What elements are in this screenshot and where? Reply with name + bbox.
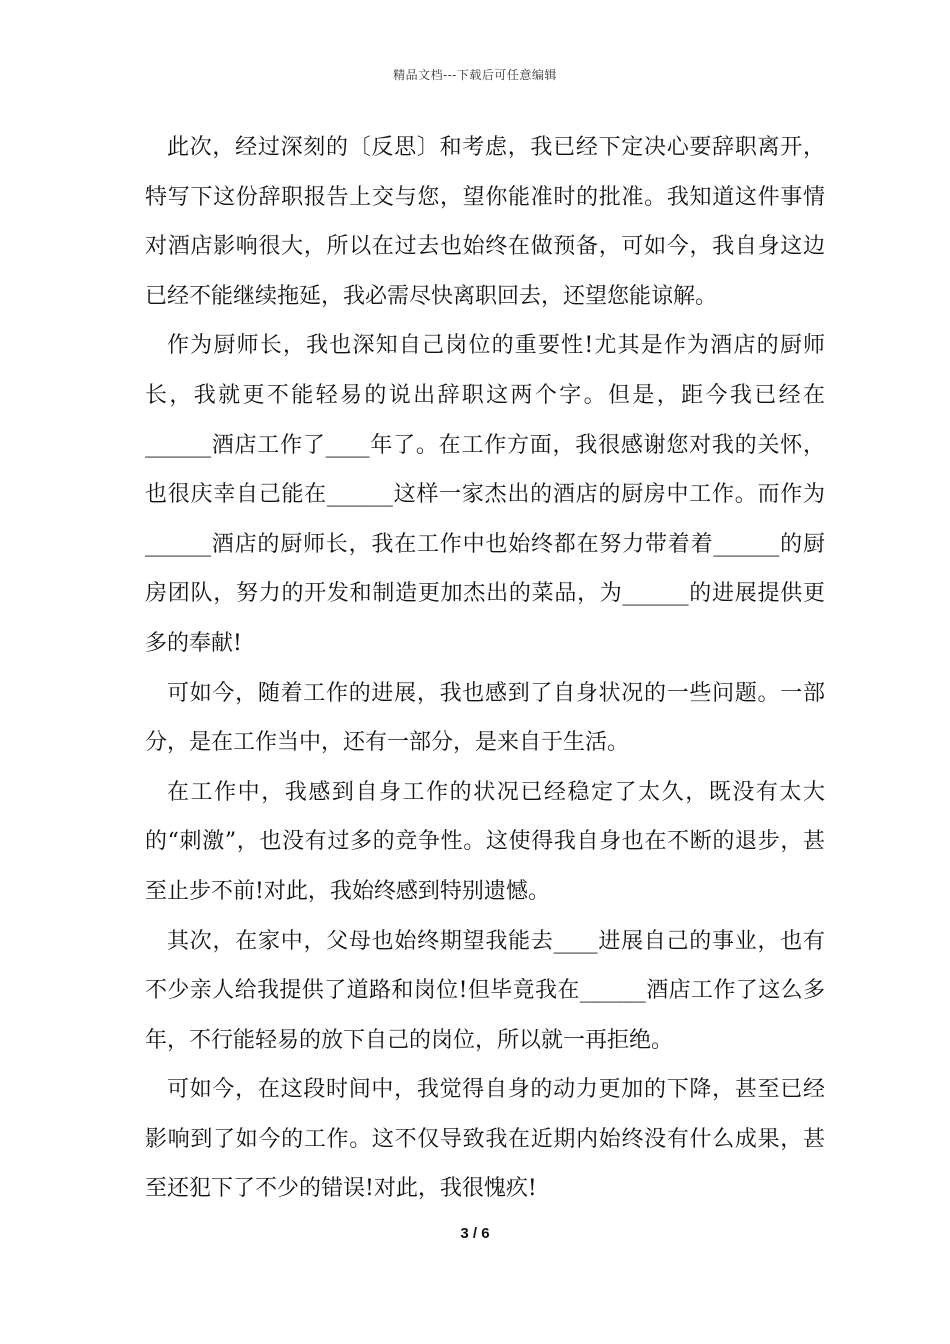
paragraph-4: 在工作中，我感到自身工作的状况已经稳定了太久，既没有太大的“刺激”，也没有过多的竞争性。这使得我自身也在不断的退步，甚至止步不前!对此，我始终感到特别遗憾。 [145, 779, 825, 904]
paragraph-1: 此次，经过深刻的〔反思〕和考虑，我已经下定决心要辞职离开，特写下这份辞职报告上交与您，望你能准时的批准。我知道这件事情对酒店影响很大，所以在过去也始终在做预备，可如今，我自身这边已经不能继续拖延，我必需尽快离职回去，还望您能谅解。 [145, 135, 825, 309]
page-header: 精品文档---下载后可任意编辑 [393, 68, 557, 82]
paragraph-5: 其次，在家中，父母也始终期望我能去____进展自己的事业，也有不少亲人给我提供了道路和岗位!但毕竟我在______酒店工作了这么多年，不行能轻易的放下自己的岗位，所以就一再拒绝。 [145, 928, 825, 1053]
paragraph-6: 可如今，在这段时间中，我觉得自身的动力更加的下降，甚至已经影响到了如今的工作。这不仅导致我在近期内始终没有什么成果，甚至还犯下了不少的错误!对此，我很愧疚! [145, 1077, 825, 1202]
paragraph-3: 可如今，随着工作的进展，我也感到了自身状况的一些问题。一部分，是在工作当中，还有一部分，是来自于生活。 [145, 680, 825, 756]
page-number: 3 / 6 [460, 1225, 490, 1242]
paragraph-2: 作为厨师长，我也深知自己岗位的重要性!尤其是作为酒店的厨师长，我就更不能轻易的说出辞职这两个字。但是，距今我已经在______酒店工作了____年了。在工作方面，我很感谢您对我的关怀，也很庆幸自己能在______这样一家杰出的酒店的厨房中工作。而作为______酒店的厨师长，我在工作中也始终都在努力带着着______的厨房团队，努力的开发和制造更加杰出的菜品，为______的进展提供更多的奉献! [145, 333, 825, 656]
document-body [145, 123, 825, 1214]
